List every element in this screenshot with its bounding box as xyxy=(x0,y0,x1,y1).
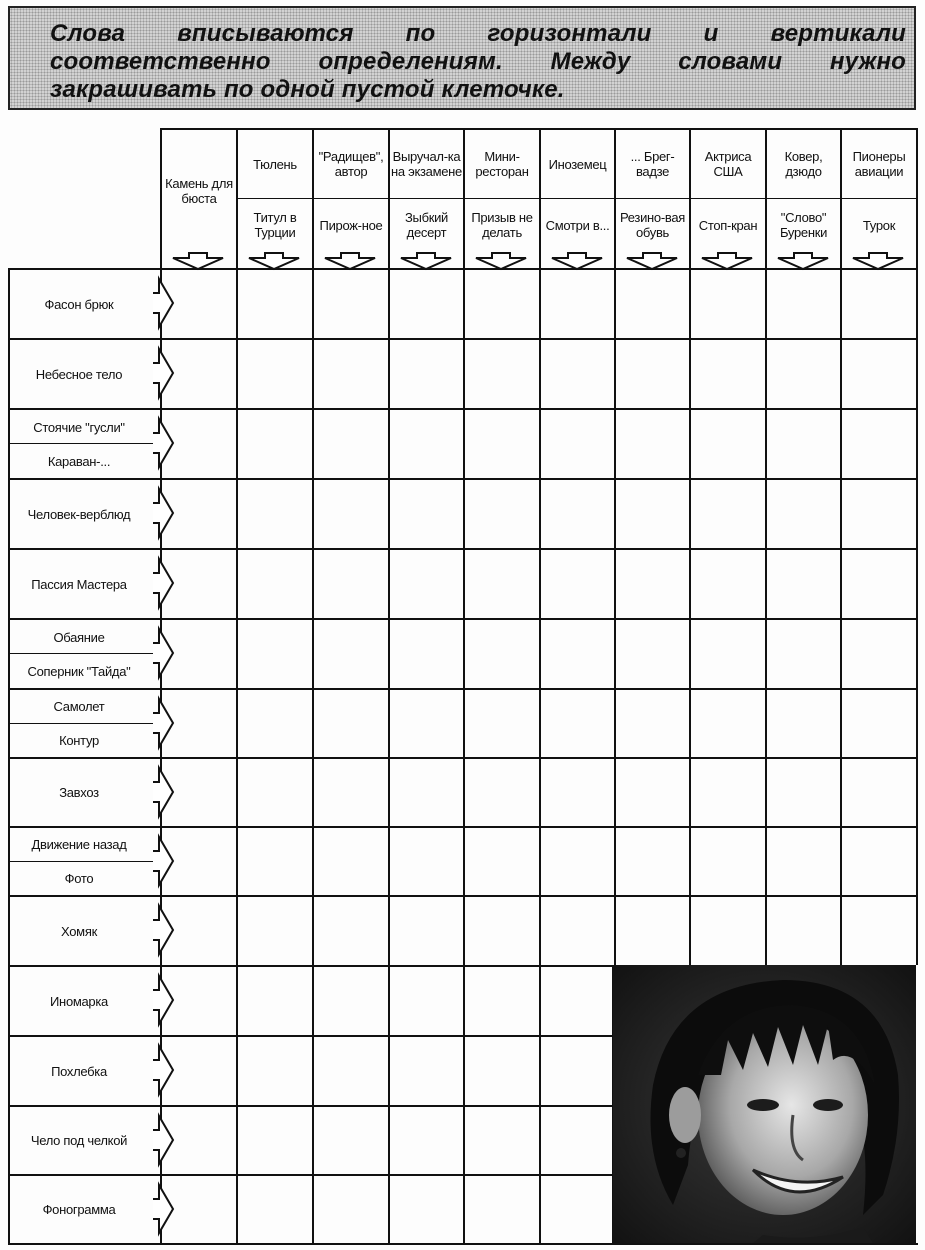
column-clue-3-bottom: Пирож-ное xyxy=(319,217,383,233)
portrait-photo xyxy=(613,965,916,1243)
answer-cell[interactable] xyxy=(162,897,236,965)
answer-cell[interactable] xyxy=(541,270,614,338)
answer-cell[interactable] xyxy=(541,480,614,548)
answer-cell[interactable] xyxy=(616,828,689,895)
column-clue-5-top: Мини-ресторан xyxy=(475,149,529,179)
answer-cell[interactable] xyxy=(616,480,689,548)
down-arrow-icon xyxy=(168,252,228,272)
answer-cell[interactable] xyxy=(691,340,765,408)
answer-cell[interactable] xyxy=(314,550,388,618)
answer-cell[interactable] xyxy=(390,1176,463,1243)
column-clue-1: Камень для бюста xyxy=(165,176,233,206)
answer-cell[interactable] xyxy=(465,270,539,338)
answer-cell[interactable] xyxy=(162,340,236,408)
answer-cell[interactable] xyxy=(390,1037,463,1105)
column-clue-7-bottom: Резино-вая обувь xyxy=(619,210,686,240)
answer-cell[interactable] xyxy=(616,759,689,826)
answer-cell[interactable] xyxy=(390,480,463,548)
woman-portrait-icon xyxy=(613,965,916,1243)
answer-cell[interactable] xyxy=(541,897,614,965)
answer-cell[interactable] xyxy=(767,897,840,965)
answer-cell[interactable] xyxy=(541,1176,614,1243)
column-clue-5-bottom: Призыв не делать xyxy=(471,210,533,240)
row-clue-4: Человек-верблюд xyxy=(27,506,131,522)
answer-cell[interactable] xyxy=(238,759,312,826)
answer-cell[interactable] xyxy=(541,550,614,618)
grid-column-line xyxy=(916,268,918,965)
answer-cell[interactable] xyxy=(465,967,539,1035)
row-clue-9-bottom: Фото xyxy=(64,870,94,886)
down-arrow-icon xyxy=(244,252,304,272)
answer-cell[interactable] xyxy=(465,550,539,618)
answer-cell[interactable] xyxy=(162,967,236,1035)
answer-cell[interactable] xyxy=(616,897,689,965)
answer-cell[interactable] xyxy=(162,828,236,895)
answer-cell[interactable] xyxy=(390,690,463,757)
answer-cell[interactable] xyxy=(314,480,388,548)
column-clue-6-bottom: Смотри в... xyxy=(545,217,610,233)
column-clue-4-top: Выручал-ка на экзамене xyxy=(391,149,462,179)
answer-cell[interactable] xyxy=(390,1107,463,1174)
answer-cell[interactable] xyxy=(767,410,840,478)
answer-cell[interactable] xyxy=(238,1037,312,1105)
answer-cell[interactable] xyxy=(238,967,312,1035)
answer-cell[interactable] xyxy=(390,410,463,478)
answer-cell[interactable] xyxy=(541,620,614,688)
answer-cell[interactable] xyxy=(238,1176,312,1243)
column-clue-9-bottom: "Слово" Буренки xyxy=(779,210,828,240)
answer-cell[interactable] xyxy=(691,759,765,826)
answer-cell[interactable] xyxy=(767,690,840,757)
answer-cell[interactable] xyxy=(691,480,765,548)
row-clue-12: Похлебка xyxy=(51,1063,107,1079)
answer-cell[interactable] xyxy=(465,410,539,478)
answer-cell[interactable] xyxy=(465,620,539,688)
answer-cell[interactable] xyxy=(314,340,388,408)
answer-cell[interactable] xyxy=(390,620,463,688)
answer-cell[interactable] xyxy=(390,967,463,1035)
answer-cell[interactable] xyxy=(541,759,614,826)
answer-cell[interactable] xyxy=(162,690,236,757)
row-clue-11: Иномарка xyxy=(50,993,108,1009)
answer-cell[interactable] xyxy=(162,1176,236,1243)
answer-cell[interactable] xyxy=(691,620,765,688)
answer-cell[interactable] xyxy=(465,1176,539,1243)
answer-cell[interactable] xyxy=(842,340,916,408)
column-clue-4-bottom: Зыбкий десерт xyxy=(404,210,449,240)
answer-cell[interactable] xyxy=(162,620,236,688)
answer-cell[interactable] xyxy=(238,410,312,478)
answer-cell[interactable] xyxy=(842,897,916,965)
column-clue-9-top: Ковер, дзюдо xyxy=(784,149,823,179)
answer-cell[interactable] xyxy=(465,1107,539,1174)
answer-cell[interactable] xyxy=(238,480,312,548)
column-clue-3-top: "Радищев", автор xyxy=(318,149,384,179)
answer-cell[interactable] xyxy=(767,340,840,408)
row-clue-9-top: Движение назад xyxy=(31,837,127,853)
answer-cell[interactable] xyxy=(314,967,388,1035)
answer-cell[interactable] xyxy=(465,897,539,965)
down-arrow-icon xyxy=(848,252,908,272)
header-column-divider xyxy=(916,128,918,268)
answer-cell[interactable] xyxy=(616,620,689,688)
answer-cell[interactable] xyxy=(767,270,840,338)
row-clue-3-bottom: Караван-... xyxy=(47,453,111,469)
column-clue-7-top: ... Брег-вадзе xyxy=(630,149,675,179)
down-arrow-icon xyxy=(471,252,531,272)
answer-cell[interactable] xyxy=(314,1176,388,1243)
row-clue-5: Пассия Мастера xyxy=(31,576,127,592)
answer-cell[interactable] xyxy=(842,270,916,338)
answer-cell[interactable] xyxy=(314,828,388,895)
row-clue-2: Небесное тело xyxy=(35,366,123,382)
answer-cell[interactable] xyxy=(390,897,463,965)
answer-cell[interactable] xyxy=(162,1107,236,1174)
answer-cell[interactable] xyxy=(314,270,388,338)
down-arrow-icon xyxy=(622,252,682,272)
answer-cell[interactable] xyxy=(767,828,840,895)
answer-cell[interactable] xyxy=(842,410,916,478)
column-clue-2-top: Тюлень xyxy=(253,156,297,172)
answer-cell[interactable] xyxy=(390,759,463,826)
answer-cell[interactable] xyxy=(465,1037,539,1105)
answer-cell[interactable] xyxy=(541,410,614,478)
down-arrow-icon xyxy=(697,252,757,272)
answer-cell[interactable] xyxy=(541,690,614,757)
row-clue-10: Хомяк xyxy=(61,923,97,939)
answer-cell[interactable] xyxy=(390,828,463,895)
answer-cell[interactable] xyxy=(465,828,539,895)
answer-cell[interactable] xyxy=(314,897,388,965)
answer-cell[interactable] xyxy=(691,410,765,478)
answer-cell[interactable] xyxy=(465,480,539,548)
answer-cell[interactable] xyxy=(767,550,840,618)
answer-cell[interactable] xyxy=(314,1107,388,1174)
answer-cell[interactable] xyxy=(541,967,614,1035)
answer-cell[interactable] xyxy=(390,270,463,338)
answer-cell[interactable] xyxy=(314,690,388,757)
row-clue-13: Чело под челкой xyxy=(30,1133,128,1148)
answer-cell[interactable] xyxy=(616,410,689,478)
answer-cell[interactable] xyxy=(767,480,840,548)
answer-cell[interactable] xyxy=(842,480,916,548)
answer-cell[interactable] xyxy=(162,270,236,338)
answer-cell[interactable] xyxy=(314,410,388,478)
down-arrow-icon xyxy=(547,252,607,272)
answer-cell[interactable] xyxy=(616,270,689,338)
answer-cell[interactable] xyxy=(162,1037,236,1105)
row-clue-14: Фонограмма xyxy=(42,1202,116,1217)
column-clue-10-bottom: Турок xyxy=(862,217,896,233)
answer-cell[interactable] xyxy=(314,1037,388,1105)
answer-cell[interactable] xyxy=(691,897,765,965)
row-clue-7-top: Самолет xyxy=(53,699,105,715)
answer-cell[interactable] xyxy=(616,550,689,618)
answer-cell[interactable] xyxy=(691,828,765,895)
answer-cell[interactable] xyxy=(465,759,539,826)
answer-cell[interactable] xyxy=(767,759,840,826)
answer-cell[interactable] xyxy=(238,690,312,757)
answer-cell[interactable] xyxy=(691,270,765,338)
answer-cell[interactable] xyxy=(842,550,916,618)
answer-cell[interactable] xyxy=(238,620,312,688)
answer-cell[interactable] xyxy=(390,550,463,618)
answer-cell[interactable] xyxy=(767,620,840,688)
answer-cell[interactable] xyxy=(465,340,539,408)
answer-cell[interactable] xyxy=(541,1037,614,1105)
answer-cell[interactable] xyxy=(238,340,312,408)
row-clue-1: Фасон брюк xyxy=(44,296,114,312)
answer-cell[interactable] xyxy=(238,270,312,338)
answer-cell[interactable] xyxy=(541,340,614,408)
answer-cell[interactable] xyxy=(162,550,236,618)
answer-cell[interactable] xyxy=(842,690,916,757)
answer-cell[interactable] xyxy=(541,1107,614,1174)
row-clue-6-top: Обаяние xyxy=(53,629,105,645)
answer-cell[interactable] xyxy=(238,550,312,618)
answer-cell[interactable] xyxy=(238,897,312,965)
answer-cell[interactable] xyxy=(162,480,236,548)
answer-cell[interactable] xyxy=(314,759,388,826)
column-clue-2-bottom: Титул в Турции xyxy=(253,210,297,240)
answer-cell[interactable] xyxy=(162,410,236,478)
instruction-text: Слова вписываются по горизонтали и вертикали соответственно определениям. Между словами нужно закрашивать по одной пустой клеточке. xyxy=(50,20,906,103)
answer-cell[interactable] xyxy=(842,828,916,895)
answer-cell[interactable] xyxy=(314,620,388,688)
column-clue-10-top: Пионеры авиации xyxy=(852,149,906,179)
answer-cell[interactable] xyxy=(465,690,539,757)
answer-cell[interactable] xyxy=(616,690,689,757)
answer-cell[interactable] xyxy=(842,759,916,826)
answer-cell[interactable] xyxy=(238,828,312,895)
column-clue-6-top: Иноземец xyxy=(548,156,607,172)
answer-cell[interactable] xyxy=(162,759,236,826)
down-arrow-icon xyxy=(320,252,380,272)
column-clue-8-bottom: Стоп-кран xyxy=(698,217,758,233)
row-clue-6-bottom: Соперник "Тайда" xyxy=(27,663,131,679)
answer-cell[interactable] xyxy=(541,828,614,895)
down-arrow-icon xyxy=(396,252,456,272)
answer-cell[interactable] xyxy=(842,620,916,688)
answer-cell[interactable] xyxy=(238,1107,312,1174)
column-clue-8-top: Актриса США xyxy=(704,149,752,179)
answer-cell[interactable] xyxy=(616,340,689,408)
row-clue-3-top: Стоячие "гусли" xyxy=(33,419,125,435)
row-clue-7-bottom: Контур xyxy=(59,732,99,748)
answer-cell[interactable] xyxy=(390,340,463,408)
answer-cell[interactable] xyxy=(691,690,765,757)
answer-cell[interactable] xyxy=(691,550,765,618)
row-clue-8: Завхоз xyxy=(59,785,99,800)
down-arrow-icon xyxy=(773,252,833,272)
